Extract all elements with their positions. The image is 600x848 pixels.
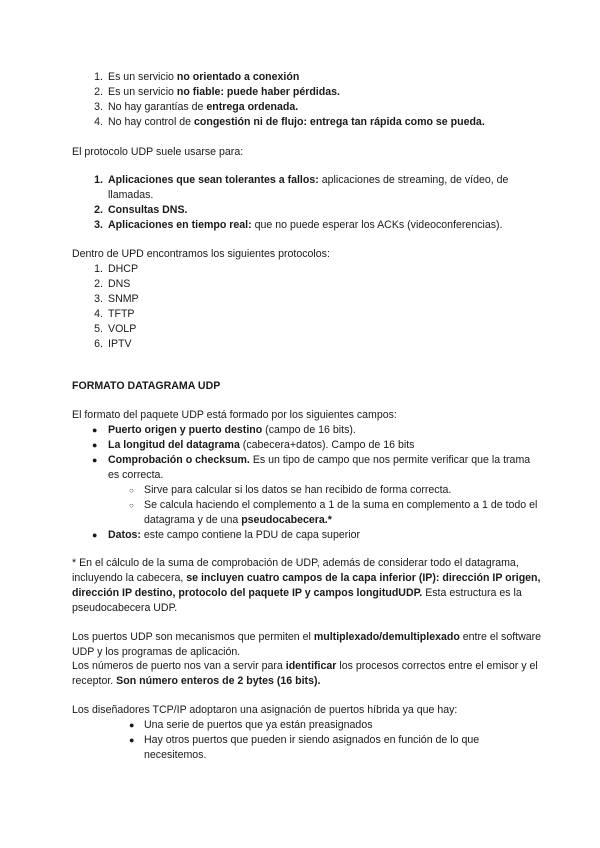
udp-fields-list xyxy=(72,423,542,483)
list-item: 4. TFTP xyxy=(94,308,135,320)
section-heading: FORMATO DATAGRAMA UDP xyxy=(72,380,221,392)
list-item: 4. No hay control de congestión ni de flujo: entrega tan rápida como se pueda. xyxy=(94,116,485,128)
bullet-icon: ● xyxy=(92,455,98,465)
circle-bullet-icon: ○ xyxy=(129,486,134,495)
list-item: 3. No hay garantías de entrega ordenada. xyxy=(94,101,299,113)
bullet-icon: ● xyxy=(129,720,135,730)
list-item: 2. Consultas DNS. xyxy=(94,204,188,216)
list-item: 5. VOLP xyxy=(94,323,137,335)
pseudoheader-note: * En el cálculo de la suma de comprobación de UDP, además de considerar todo el datagrama, incluyendo la cabecera, se incluyen cuatro campos de la capa inferior (IP): dirección IP origen, dirección IP destino, protocolo del paquete IP y campos longitudUDP. Esta estructura es la pseudocabecera UDP. xyxy=(72,557,541,614)
list-item: ● Comprobación o checksum. Es un tipo de campo que nos permite verificar que la trama es correcta. xyxy=(92,454,531,481)
list-item: ○ Se calcula haciendo el complemento a 1 de la suma en complemento a 1 de todo el datagrama y de una pseudocabecera.* xyxy=(129,499,538,526)
list-item: 1. DHCP xyxy=(94,263,139,275)
list-item: 3. SNMP xyxy=(94,293,139,305)
list-item: ● Puerto origen y puerto destino (campo de 16 bits). xyxy=(92,424,356,436)
list-item: ● Hay otros puertos que pueden ir siendo asignados en función de lo que necesitemos. xyxy=(129,734,480,761)
ports-paragraph-2: Los números de puerto nos van a servir para identificar los procesos correctos entre el emisor y el receptor. Son número enteros de 2 bytes (16 bits). xyxy=(72,660,538,687)
assign-intro: Los diseñadores TCP/IP adoptaron una asignación de puertos híbrida ya que hay: xyxy=(72,704,458,716)
udp-characteristics-list xyxy=(72,70,542,130)
bullet-icon: ● xyxy=(92,440,98,450)
port-assignment-list xyxy=(72,718,542,763)
list-item: ● Una serie de puertos que ya están preasignados xyxy=(129,719,373,731)
checksum-sublist xyxy=(72,483,542,528)
list-item: ○ Sirve para calcular si los datos se han recibido de forma correcta. xyxy=(129,484,452,496)
list-item: 2. DNS xyxy=(94,278,131,290)
udp-uses-list xyxy=(72,173,542,233)
protocols-list xyxy=(72,262,542,352)
list-item: ● Datos: este campo contiene la PDU de capa superior xyxy=(92,529,361,541)
ports-paragraph-1: Los puertos UDP son mecanismos que permiten el multiplexado/demultiplexado entre el software UDP y los programas de aplicación. xyxy=(72,631,542,658)
udp-fields-list-cont xyxy=(72,528,542,543)
bullet-icon: ● xyxy=(92,425,98,435)
uses-intro: El protocolo UDP suele usarse para: xyxy=(72,146,244,158)
bullet-icon: ● xyxy=(129,735,135,745)
protocols-intro: Dentro de UPD encontramos los siguientes protocolos: xyxy=(72,248,330,260)
list-item: 6. IPTV xyxy=(94,338,132,350)
bullet-icon: ● xyxy=(92,530,98,540)
list-item: 1. Aplicaciones que sean tolerantes a fallos: aplicaciones de streaming, de vídeo, de llamadas. xyxy=(94,174,509,201)
format-intro: El formato del paquete UDP está formado por los siguientes campos: xyxy=(72,409,397,421)
list-item: ● La longitud del datagrama (cabecera+datos). Campo de 16 bits xyxy=(92,439,415,451)
list-item: 1. Es un servicio no orientado a conexión xyxy=(94,71,300,83)
list-item: 2. Es un servicio no fiable: puede haber pérdidas. xyxy=(94,86,340,98)
circle-bullet-icon: ○ xyxy=(129,501,134,510)
list-item: 3. Aplicaciones en tiempo real: que no puede esperar los ACKs (videoconferencias). xyxy=(94,219,503,231)
